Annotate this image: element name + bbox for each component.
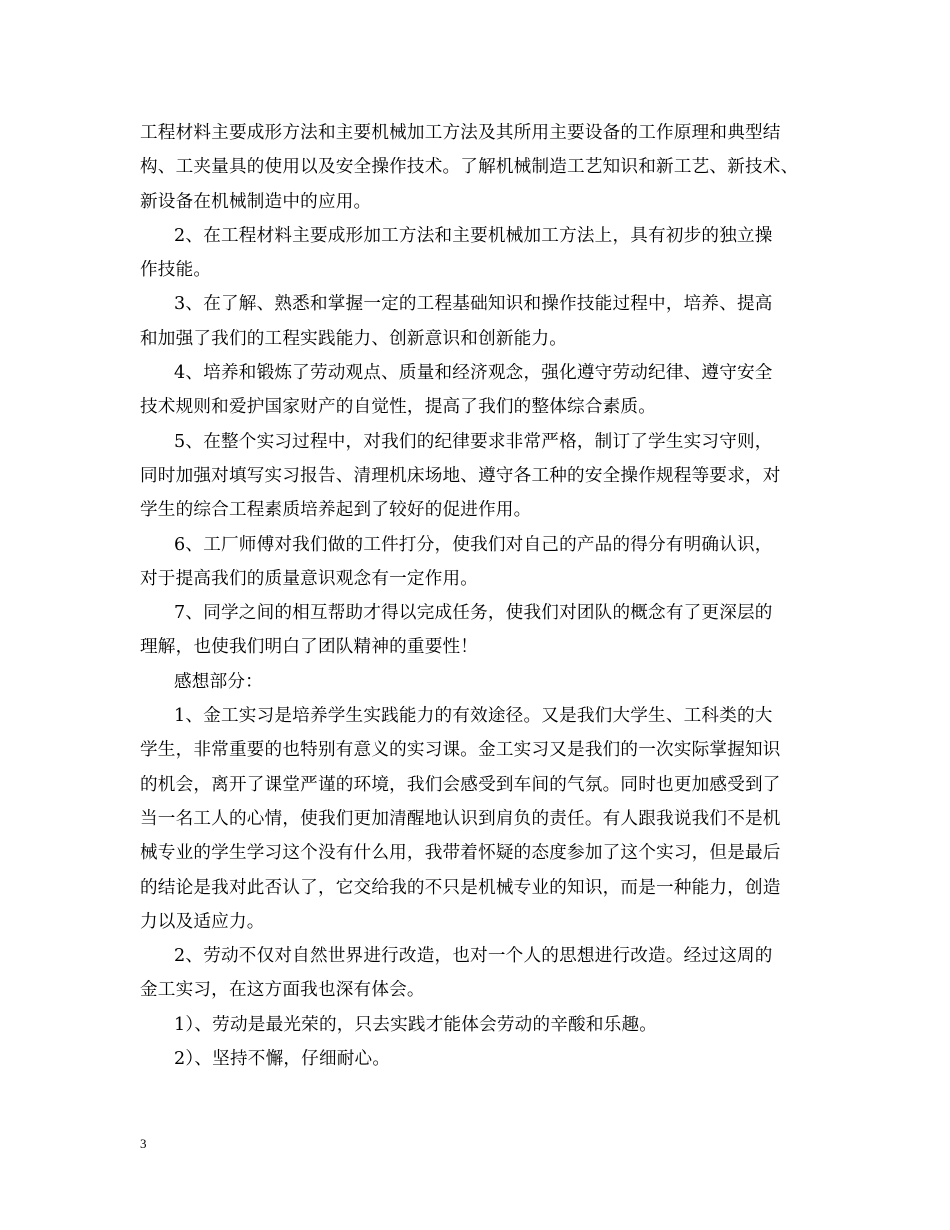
text-line: 2）、坚持不懈，仔细耐心。 xyxy=(174,1049,391,1070)
document-body xyxy=(140,116,812,1076)
text-line: 械专业的学生学习这个没有什么用，我带着怀疑的态度参加了这个实习，但是最后 xyxy=(140,843,781,864)
text-line: 7、同学之间的相互帮助才得以完成任务，使我们对团队的概念有了更深层的 xyxy=(174,603,773,624)
text-line: 作技能。 xyxy=(140,260,212,281)
text-line: 和加强了我们的工程实践能力、创新意识和创新能力。 xyxy=(140,328,568,349)
text-line: 理解，也使我们明白了团队精神的重要性！ xyxy=(140,637,479,658)
text-line: 的结论是我对此否认了，它交给我的不只是机械专业的知识，而是一种能力，创造 xyxy=(140,877,781,898)
text-line: 的机会，离开了课堂严谨的环境，我们会感受到车间的气氛。同时也更加感受到了 xyxy=(140,774,781,795)
text-line: 同时加强对填写实习报告、清理机床场地、遵守各工种的安全操作规程等要求，对 xyxy=(140,465,781,486)
text-line: 新设备在机械制造中的应用。 xyxy=(140,191,372,212)
text-line: 1）、劳动是最光荣的，只去实践才能体会劳动的辛酸和乐趣。 xyxy=(174,1014,658,1035)
text-line: 1、金工实习是培养学生实践能力的有效途径。又是我们大学生、工科类的大 xyxy=(174,706,773,727)
text-line: 学生的综合工程素质培养起到了较好的促进作用。 xyxy=(140,500,532,521)
text-line: 2、劳动不仅对自然世界进行改造，也对一个人的思想进行改造。经过这周的 xyxy=(174,946,773,967)
text-line: 技术规则和爱护国家财产的自觉性，提高了我们的整体综合素质。 xyxy=(140,397,657,418)
text-line: 2、在工程材料主要成形加工方法和主要机械加工方法上，具有初步的独立操 xyxy=(174,225,773,246)
text-line: 构、工夹量具的使用以及安全操作技术。了解机械制造工艺知识和新工艺、新技术、 xyxy=(140,157,799,178)
text-line: 金工实习，在这方面我也深有体会。 xyxy=(140,980,425,1001)
text-line: 6、工厂师傅对我们做的工件打分，使我们对自己的产品的得分有明确认识， xyxy=(174,534,773,555)
text-line: 5、在整个实习过程中，对我们的纪律要求非常严格，制订了学生实习守则， xyxy=(174,431,773,452)
text-line: 学生，非常重要的也特别有意义的实习课。金工实习又是我们的一次实际掌握知识 xyxy=(140,740,781,761)
section-heading: 感想部分： xyxy=(174,671,263,692)
page-number: 3 xyxy=(140,1136,147,1151)
text-line: 工程材料主要成形方法和主要机械加工方法及其所用主要设备的工作原理和典型结 xyxy=(140,123,781,143)
text-line: 4、培养和锻炼了劳动观点、质量和经济观念，强化遵守劳动纪律、遵守安全 xyxy=(174,363,773,384)
text-line: 力以及适应力。 xyxy=(140,911,265,932)
text-line: 对于提高我们的质量意识观念有一定作用。 xyxy=(140,568,479,589)
text-line: 3、在了解、熟悉和掌握一定的工程基础知识和操作技能过程中，培养、提高 xyxy=(174,294,773,315)
text-line: 当一名工人的心情，使我们更加清醒地认识到肩负的责任。有人跟我说我们不是机 xyxy=(140,808,781,829)
